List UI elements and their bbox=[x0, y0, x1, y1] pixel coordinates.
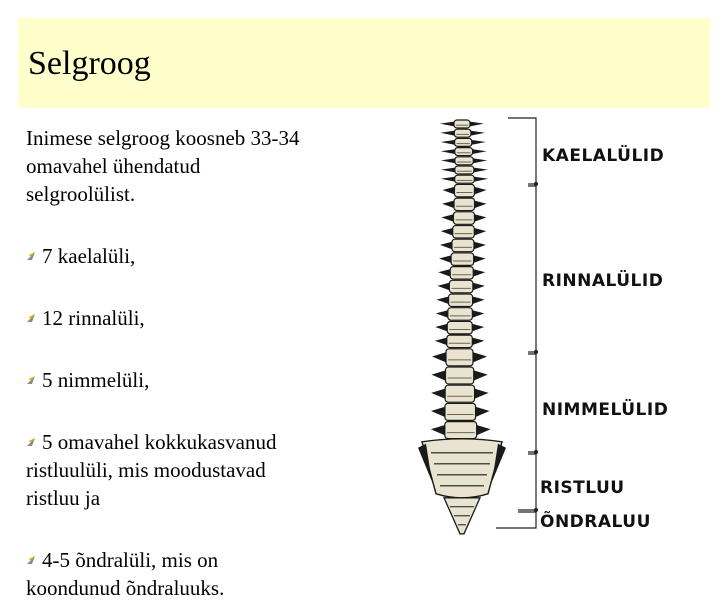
vertebra-process bbox=[473, 297, 485, 305]
vertebra-body bbox=[455, 138, 472, 146]
bullet-text: 12 rinnalüli, bbox=[42, 306, 145, 330]
vertebra-process bbox=[439, 255, 451, 263]
label-thoracic: RINNALÜLID bbox=[542, 271, 664, 291]
vertebra-process bbox=[473, 283, 485, 291]
vertebra-process bbox=[477, 425, 491, 435]
vertebra-process bbox=[472, 310, 484, 318]
vertebra-body bbox=[455, 166, 474, 174]
bracket-coccyx bbox=[496, 512, 536, 528]
vertebra-body bbox=[455, 157, 473, 165]
bullet-text: 5 omavahel kokkukasvanud ristluulüli, mis moodustavad ristluu ja bbox=[26, 430, 277, 510]
bullet-icon bbox=[26, 313, 36, 323]
vertebra-body bbox=[450, 267, 473, 280]
vertebra-process bbox=[475, 389, 489, 399]
vertebra-process bbox=[473, 269, 485, 277]
vertebra-process bbox=[472, 140, 486, 145]
bracket-lumbar bbox=[528, 354, 536, 452]
bullet-item bbox=[26, 276, 382, 332]
bullet-item bbox=[26, 338, 382, 394]
vertebra-process bbox=[474, 168, 488, 173]
vertebra-process bbox=[432, 352, 446, 362]
label-sacrum: RISTLUU bbox=[540, 478, 625, 498]
vertebra-process bbox=[441, 228, 453, 236]
vertebra-process bbox=[441, 177, 455, 182]
vertebra-process bbox=[431, 389, 445, 399]
label-cervical: KAELALÜLID bbox=[542, 146, 665, 166]
vertebra-process bbox=[473, 352, 487, 362]
vertebra-process bbox=[472, 338, 484, 346]
vertebra-process bbox=[441, 168, 455, 173]
vertebra-process bbox=[435, 338, 447, 346]
vertebra-body bbox=[449, 294, 473, 307]
vertebra-process bbox=[474, 242, 486, 250]
vertebra-process bbox=[435, 324, 447, 332]
vertebra-body bbox=[445, 385, 474, 402]
bracket-sacrum bbox=[518, 454, 536, 510]
vertebra-process bbox=[472, 324, 484, 332]
vertebra-process bbox=[440, 242, 452, 250]
vertebra-process bbox=[436, 310, 448, 318]
vertebra-body bbox=[454, 198, 475, 211]
vertebra-process bbox=[442, 187, 454, 195]
vertebra-process bbox=[438, 269, 450, 277]
vertebra-process bbox=[441, 158, 455, 163]
vertebra-process bbox=[442, 201, 454, 209]
label-coccyx: ÕNDRALUU bbox=[540, 512, 651, 532]
vertebra-process bbox=[431, 425, 445, 435]
slide-title: Selgroog bbox=[28, 45, 151, 82]
vertebra-body bbox=[455, 148, 473, 156]
intro-text: Inimese selgroog koosneb 33-34 omavahel ühendatud selgroolülist. bbox=[26, 126, 300, 206]
vertebra-body bbox=[454, 184, 474, 197]
vertebra-body bbox=[449, 280, 473, 293]
bullet-text: 5 nimmelüli, bbox=[42, 368, 150, 392]
vertebra-body bbox=[455, 175, 475, 183]
bracket-cervical bbox=[508, 118, 536, 184]
label-lumbar: NIMMELÜLID bbox=[542, 400, 669, 420]
bullet-item bbox=[26, 400, 382, 512]
vertebra-body bbox=[453, 212, 474, 225]
vertebra-process bbox=[440, 122, 454, 127]
vertebra-body bbox=[447, 335, 473, 348]
bullet-icon bbox=[26, 251, 36, 261]
vertebra-process bbox=[431, 407, 445, 417]
bullet-icon bbox=[26, 375, 36, 385]
vertebra-process bbox=[475, 201, 487, 209]
title-band bbox=[18, 18, 710, 108]
vertebra-process bbox=[474, 214, 486, 222]
vertebra-process bbox=[470, 122, 484, 127]
vertebra-body bbox=[445, 422, 477, 439]
vertebra-process bbox=[440, 131, 454, 136]
vertebra-process bbox=[474, 370, 488, 380]
vertebra-body bbox=[454, 120, 470, 128]
vertebra-process bbox=[474, 255, 486, 263]
vertebra-body bbox=[446, 367, 474, 384]
vertebra-process bbox=[437, 283, 449, 291]
vertebra-body bbox=[446, 349, 473, 366]
vertebra-process bbox=[476, 407, 490, 417]
vertebra-process bbox=[473, 158, 487, 163]
vertebra-process bbox=[474, 177, 488, 182]
sacrum-bone bbox=[422, 439, 502, 498]
vertebra-process bbox=[474, 228, 486, 236]
vertebra-process bbox=[441, 140, 455, 145]
vertebra-body bbox=[451, 253, 474, 266]
vertebra-body bbox=[452, 239, 474, 252]
vertebra-process bbox=[437, 297, 449, 305]
vertebra-body bbox=[454, 129, 471, 137]
vertebra-body bbox=[445, 403, 476, 420]
region-brackets bbox=[496, 118, 538, 528]
spine-column bbox=[418, 120, 506, 534]
bullet-icon bbox=[26, 555, 36, 565]
vertebra-process bbox=[473, 149, 487, 154]
slide-body bbox=[26, 124, 382, 608]
bullet-item bbox=[26, 518, 382, 602]
vertebra-process bbox=[441, 149, 455, 154]
bullet-icon bbox=[26, 437, 36, 447]
vertebra-process bbox=[432, 370, 446, 380]
bracket-thoracic bbox=[528, 186, 536, 352]
bullet-text: 4-5 õndralüli, mis on koondunud õndraluuks. bbox=[26, 548, 225, 600]
bullet-item bbox=[26, 214, 382, 270]
vertebra-body bbox=[448, 308, 473, 321]
bullet-text: 7 kaelalüli, bbox=[42, 244, 136, 268]
vertebra-body bbox=[447, 321, 472, 334]
spine-illustration bbox=[400, 112, 720, 540]
vertebra-process bbox=[474, 187, 486, 195]
vertebra-process bbox=[471, 131, 485, 136]
vertebra-body bbox=[453, 226, 475, 239]
spine-figure bbox=[400, 112, 720, 540]
vertebra-process bbox=[441, 214, 453, 222]
